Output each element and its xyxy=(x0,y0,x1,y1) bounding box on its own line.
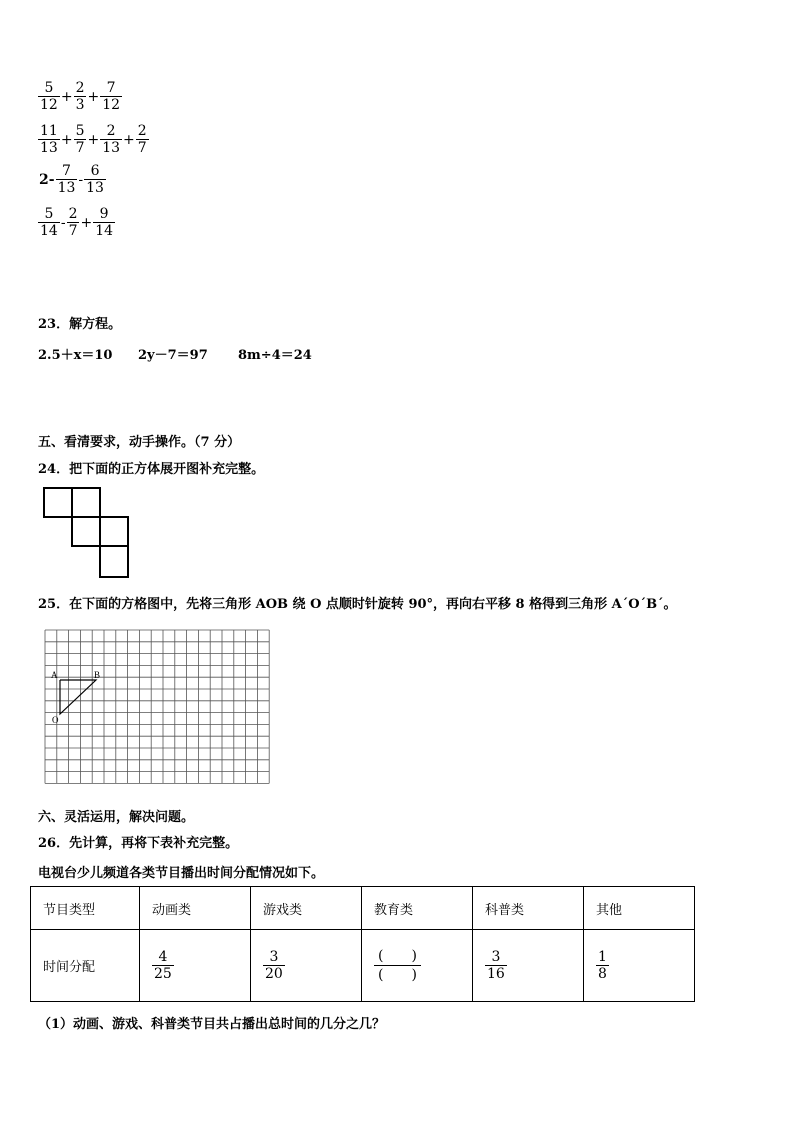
table-cell[interactable] xyxy=(362,930,473,1002)
fraction: $\frac{5}{14}$ xyxy=(40,206,58,239)
fraction: $\frac{5}{12}$ xyxy=(40,80,58,113)
table-header-cell: 时间分配 xyxy=(31,930,140,1002)
fraction: $\frac{2}{13}$ xyxy=(102,123,121,156)
operator: - xyxy=(78,171,84,188)
q23-equation-1: 2.5＋x＝10 xyxy=(38,348,113,363)
fraction: $\frac{11}{13}$ xyxy=(40,123,58,156)
triangle-aob xyxy=(60,680,96,714)
q26-intro: 电视台少儿频道各类节目播出时间分配情况如下。 xyxy=(38,866,325,881)
expression-lead: 2- xyxy=(39,171,55,188)
table-cell xyxy=(140,930,251,1002)
fraction: $\frac{9}{14}$ xyxy=(95,206,114,239)
fraction: $\frac{7}{12}$ xyxy=(102,80,121,113)
net-square xyxy=(72,517,100,546)
section5-title: 五、看清要求，动手操作。（7 分） xyxy=(38,435,241,450)
fraction: $\frac{5}{7}$ xyxy=(75,123,85,156)
net-square xyxy=(100,517,128,546)
table-header-cell: 科普类 xyxy=(473,887,584,930)
expression-2 xyxy=(38,123,149,156)
point-b-label: B xyxy=(94,670,101,680)
operator: + xyxy=(87,88,100,105)
table-header-cell: 节目类型 xyxy=(31,887,140,930)
table-cell xyxy=(584,930,695,1002)
q26-sub-question-1: （1）动画、游戏、科普类节目共占播出总时间的几分之几？ xyxy=(38,1017,386,1032)
net-square xyxy=(100,546,128,577)
cube-net-figure xyxy=(40,485,132,581)
table-cell xyxy=(251,930,362,1002)
net-square xyxy=(72,488,100,517)
q23-equation-3: 8m÷4＝24 xyxy=(238,348,312,363)
table-row xyxy=(31,887,695,930)
expression-4 xyxy=(38,206,115,239)
q23-equation-2: 2y－7＝97 xyxy=(138,348,208,363)
operator: + xyxy=(123,131,135,148)
table-header-cell: 其他 xyxy=(584,887,695,930)
fraction: $\frac{2}{7}$ xyxy=(137,123,147,156)
operator: + xyxy=(87,131,100,148)
table-header-cell: 游戏类 xyxy=(251,887,362,930)
point-a-label: A xyxy=(51,670,58,680)
fraction: $\frac{1}{8}$ xyxy=(598,949,607,982)
q24-title: 24．把下面的正方体展开图补充完整。 xyxy=(38,462,265,477)
blank-fraction-input[interactable]: ( ) ( ) xyxy=(374,947,421,984)
point-o-label: O xyxy=(52,715,59,725)
table-header-cell: 教育类 xyxy=(362,887,473,930)
fraction: $\frac{4}{25}$ xyxy=(154,949,172,982)
fraction: $\frac{2}{3}$ xyxy=(75,80,85,113)
operator: + xyxy=(80,214,93,231)
operator: + xyxy=(60,131,73,148)
expression-3 xyxy=(38,163,106,196)
operator: + xyxy=(60,88,73,105)
net-square xyxy=(44,488,72,517)
fraction: $\frac{6}{13}$ xyxy=(86,163,104,196)
table-header-cell: 动画类 xyxy=(140,887,251,930)
operator: - xyxy=(60,214,66,231)
program-time-table xyxy=(30,886,695,1002)
q26-title: 26．先计算，再将下表补充完整。 xyxy=(38,836,239,851)
expression-1 xyxy=(38,80,122,113)
fraction: $\frac{3}{20}$ xyxy=(265,949,283,982)
fraction: $\frac{3}{16}$ xyxy=(487,949,505,982)
table-cell xyxy=(473,930,584,1002)
section6-title: 六、灵活运用，解决问题。 xyxy=(38,810,195,825)
grid-figure[interactable] xyxy=(40,628,280,790)
fraction: $\frac{2}{7}$ xyxy=(68,206,78,239)
q25-title: 25．在下面的方格图中，先将三角形 AOB 绕 O 点顺时针旋转 90°，再向右平移 8 格得到三角形 A´O´B´。 xyxy=(38,597,677,612)
fraction: $\frac{7}{13}$ xyxy=(57,163,76,196)
q23-title: 23．解方程。 xyxy=(38,317,122,332)
table-row xyxy=(31,930,695,1002)
